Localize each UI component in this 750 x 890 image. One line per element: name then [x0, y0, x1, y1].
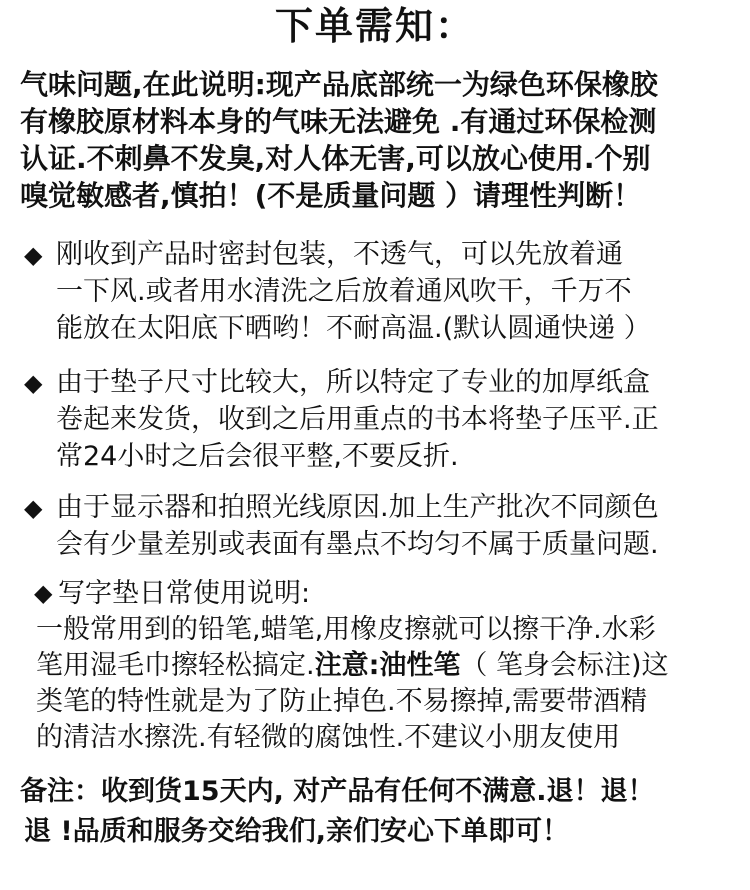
bullet-line: 一下风.或者用水清洗之后放着通风吹干，千万不 — [56, 276, 632, 307]
usage-line: 一般常用到的铅笔,蜡笔,用橡皮擦就可以擦干净.水彩 — [36, 614, 656, 645]
usage-line: 的清洁水擦洗.有轻微的腐蚀性.不建议小朋友使用 — [36, 722, 621, 753]
bullet-line: 卷起来发货，收到之后用重点的书本将垫子压平.正 — [56, 404, 659, 435]
bullet-line: 常24小时之后会很平整,不要反折. — [56, 441, 459, 472]
notice-line: 气味问题,在此说明:现产品底部统一为绿色环保橡胶 — [20, 68, 658, 101]
odor-notice — [20, 66, 735, 214]
diamond-bullet-icon: ◆ — [24, 369, 43, 397]
remark-line: 备注：收到货15天内, 对产品有任何不满意.退！退！ — [20, 776, 655, 807]
usage-line — [36, 648, 735, 684]
bullet-line: 由于垫子尺寸比较大，所以特定了专业的加厚纸盒 — [56, 367, 650, 398]
notice-line: 有橡胶原材料本身的气味无法避免 .有通过环保检测 — [20, 105, 657, 138]
bullet-ventilation — [20, 236, 735, 347]
diamond-bullet-icon: ◆ — [24, 494, 43, 522]
usage-line-text: 笔用湿毛巾擦轻松搞定. — [36, 650, 315, 681]
usage-line: 类笔的特性就是为了防止掉色.不易擦掉,需要带酒精 — [36, 686, 648, 717]
bullet-line: 会有少量差别或表面有墨点不均匀不属于质量问题. — [56, 529, 659, 560]
remark-line: 退 !品质和服务交给我们,亲们安心下单即可！ — [24, 816, 569, 847]
usage-line-text: （ 笔身会标注)这 — [460, 650, 669, 681]
bullet-line: 由于显示器和拍照光线原因.加上生产批次不同颜色 — [56, 492, 659, 523]
bullet-color-difference — [20, 489, 735, 563]
notice-line: 认证.不刺鼻不发臭,对人体无害,可以放心使用.个别 — [20, 142, 651, 175]
usage-heading — [20, 575, 735, 612]
diamond-bullet-icon: ◆ — [24, 241, 43, 269]
usage-instructions — [20, 575, 735, 756]
bullet-line: 刚收到产品时密封包装，不透气，可以先放着通 — [56, 239, 623, 270]
diamond-bullet-icon: ◆ — [34, 579, 53, 607]
page-title: 下单需知： — [274, 4, 475, 48]
oil-pen-warning: 注意:油性笔 — [314, 650, 461, 681]
notice-line: 嗅觉敏感者,慎拍！(不是质量问题 ）请理性判断！ — [20, 179, 642, 212]
return-policy-remark — [20, 772, 735, 852]
bullet-shipping — [20, 364, 735, 475]
bullet-line: 能放在太阳底下晒哟！不耐高温.(默认圆通快递 ） — [56, 313, 651, 344]
usage-heading-text: 写字垫日常使用说明: — [58, 578, 311, 609]
